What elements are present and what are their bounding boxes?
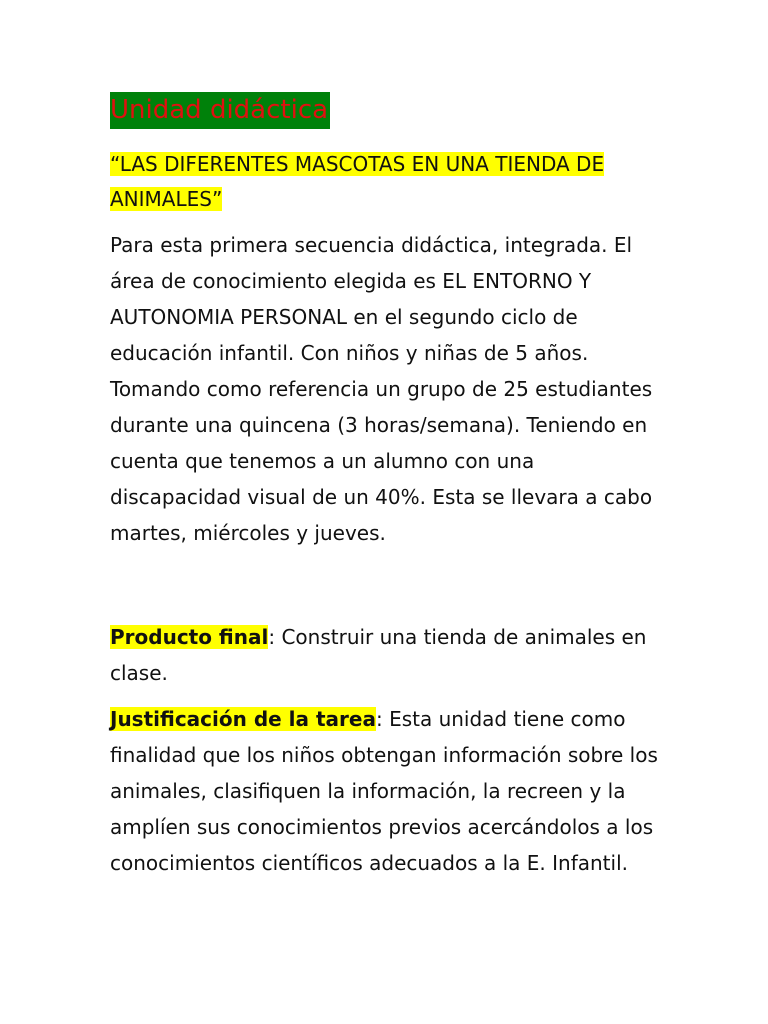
product-paragraph xyxy=(110,619,670,691)
justification-text: : Esta unidad tiene como finalidad que los niños obtengan información sobre los animales, clasifiquen la información, la recreen y la amplíen sus conocimientos previos acercándolos a los conocimientos científicos adecuados a la E. Infantil. xyxy=(110,707,658,875)
product-text: : Construir una tienda de animales en clase. xyxy=(110,625,647,685)
intro-paragraph: Para esta primera secuencia didáctica, integrada. El área de conocimiento elegida es EL ENTORNO Y AUTONOMIA PERSONAL en el segundo ciclo de educación infantil. Con niños y niñas de 5 años. Tomando como referencia un grupo de 25 estudiantes durante una quincena (3 horas/semana). Teniendo en cuenta que tenemos a un alumno con una discapacidad visual de un 40%. Esta se llevara a cabo martes, miércoles y jueves. xyxy=(110,233,653,545)
justification-paragraph xyxy=(110,701,670,881)
product-label: Producto final xyxy=(110,625,269,649)
document-title: Unidad didáctica xyxy=(110,92,330,129)
subtitle-highlight: “LAS DIFERENTES MASCOTAS EN UNA TIENDA DE ANIMALES” xyxy=(110,152,605,211)
document-page xyxy=(110,92,670,881)
document-subtitle xyxy=(110,147,670,217)
justification-label: Justificación de la tarea xyxy=(110,707,376,731)
